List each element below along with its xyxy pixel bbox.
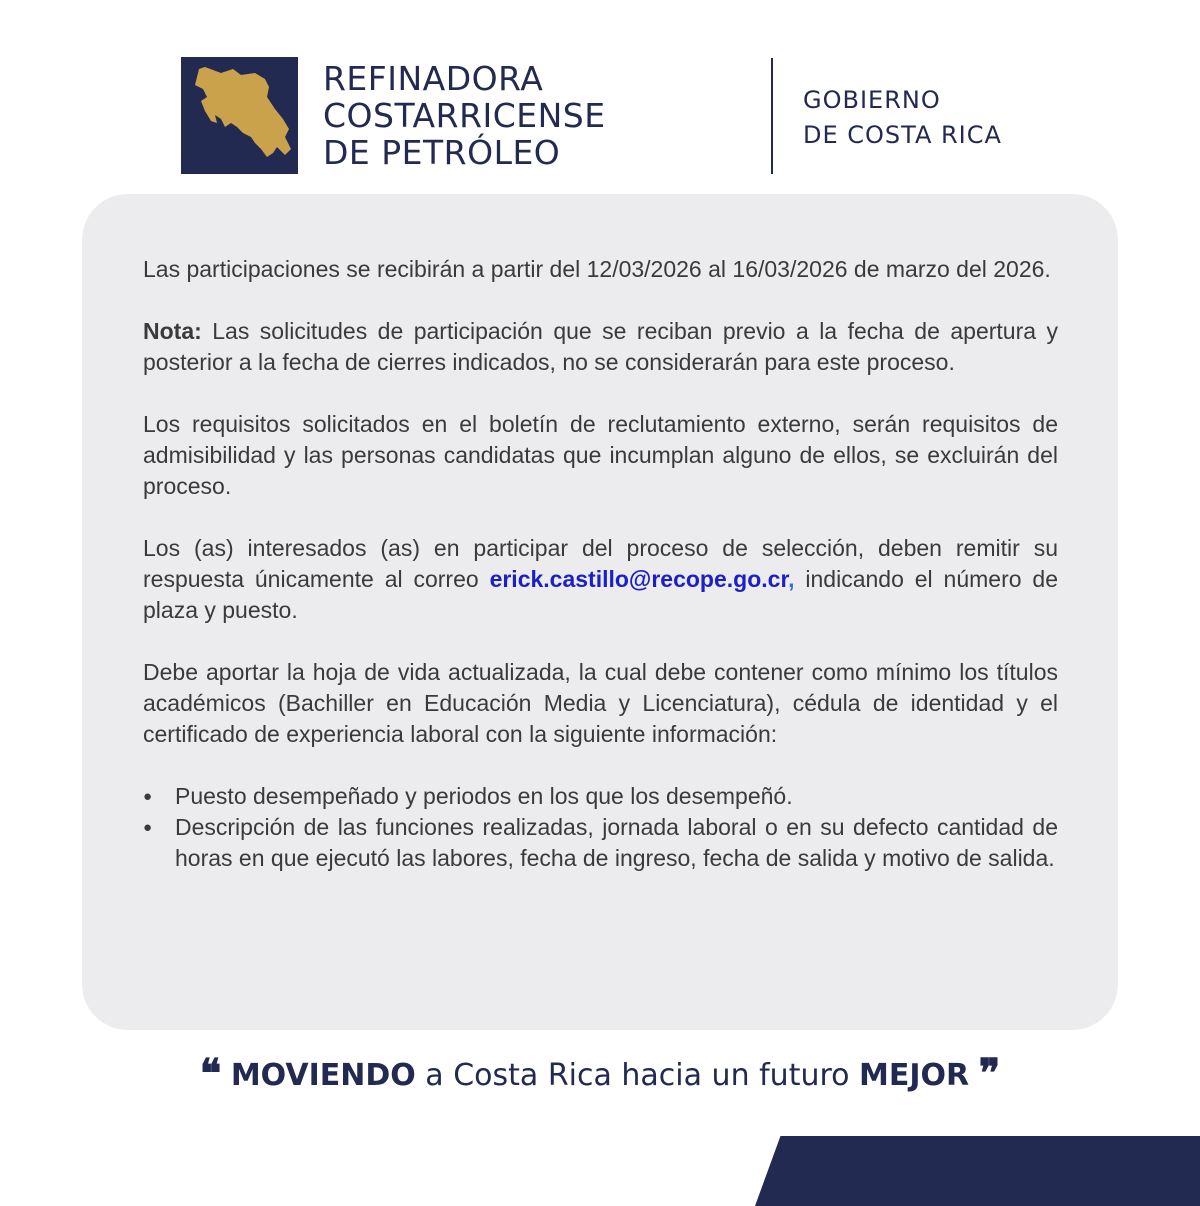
org-name-line-2: COSTARRICENSE [323,96,606,135]
contact-text-after: indicando el número de plaza y puesto. [143,566,1058,623]
organization-name [323,60,606,171]
bullet-icon: ● [143,788,153,805]
note-label: Nota: [143,318,202,344]
bullet-icon: ● [143,819,153,836]
slogan-bold-2: MEJOR [859,1058,970,1093]
gov-name-line-2: DE COSTA RICA [803,121,1002,149]
announcement-text [143,254,1058,874]
slogan [0,1050,1200,1097]
header-divider [771,58,773,174]
government-name [803,83,1002,153]
contact-email-link[interactable]: erick.castillo@recope.go.cr [489,566,789,592]
note-paragraph [143,316,1058,378]
list-item [143,781,1058,812]
slogan-middle: a Costa Rica hacia un futuro [415,1058,860,1093]
contact-comma: , [788,566,795,592]
dates-paragraph: Las participaciones se recibirán a partir del 12/03/2026 al 16/03/2026 de marzo del 2026. [143,256,1051,282]
costa-rica-map-icon [181,57,298,174]
slogan-bold-1: MOVIENDO [230,1058,416,1093]
decorative-stripe [755,1136,1200,1206]
experience-info-list [143,781,1058,874]
list-item [143,812,1058,874]
gov-name-line-1: GOBIERNO [803,86,941,114]
open-quote-icon: ❝ [199,1050,222,1097]
cv-paragraph: Debe aportar la hoja de vida actualizada, la cual debe contener como mínimo los títulos académicos (Bachiller en Educación Media y Licenciatura), cédula de identidad y el certificado de experiencia laboral con la siguiente información: [143,659,1058,747]
org-name-line-1: REFINADORA [323,59,544,98]
requirements-paragraph: Los requisitos solicitados en el boletín de reclutamiento externo, serán requisitos de admisibilidad y las personas candidatas que incumplan alguno de ellos, se excluirán del proceso. [143,411,1058,499]
list-item-text: Descripción de las funciones realizadas, jornada laboral o en su defecto cantidad de horas en que ejecutó las labores, fecha de ingreso, fecha de salida y motivo de salida. [175,814,1058,871]
org-name-line-3: DE PETRÓLEO [323,133,561,172]
logo [181,57,298,174]
close-quote-icon: ❞ [978,1050,1001,1097]
list-item-text: Puesto desempeñado y periodos en los que los desempeñó. [175,783,793,809]
contact-paragraph [143,533,1058,626]
contact-text-before: Los (as) interesados (as) en participar del proceso de selección, deben remitir su respuesta únicamente al correo [143,535,1058,592]
note-text: Las solicitudes de participación que se reciban previo a la fecha de apertura y posterior a la fecha de cierres indicados, no se considerarán para este proceso. [143,318,1058,375]
